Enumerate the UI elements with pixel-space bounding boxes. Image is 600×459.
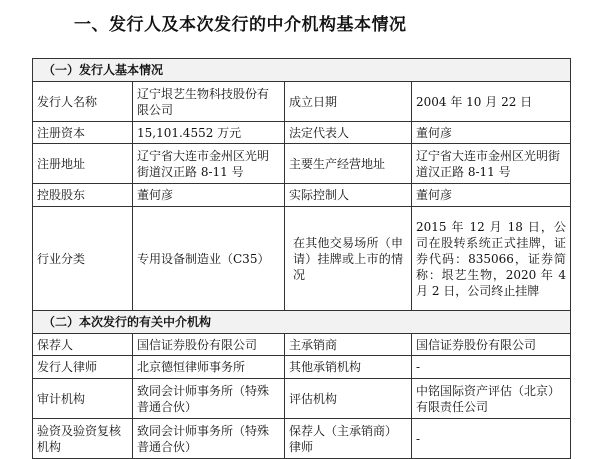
table-row <box>33 144 571 184</box>
table-row <box>33 356 571 379</box>
field-value: 国信证券股份有限公司 <box>412 334 571 356</box>
field-value: 北京德恒律师事务所 <box>133 356 285 379</box>
page-heading: 一、发行人及本次发行的中介机构基本情况 <box>74 15 407 35</box>
field-value: 辽宁省大连市金州区光明街道汉正路 8-11 号 <box>412 144 571 184</box>
table-row <box>33 82 571 122</box>
field-label: 主要生产经营地址 <box>285 144 412 184</box>
field-value: 辽宁省大连市金州区光明街道汉正路 8-11 号 <box>133 144 285 184</box>
field-label: 行业分类 <box>33 207 133 311</box>
field-label: 保荐人 <box>33 334 133 356</box>
field-value: - <box>412 356 571 379</box>
field-value: - <box>412 419 571 459</box>
section-title: （一）发行人基本情况 <box>33 59 571 82</box>
field-value: 专用设备制造业（C35） <box>133 207 285 311</box>
section-title: （二）本次发行的有关中介机构 <box>33 311 571 334</box>
table-row <box>33 419 571 459</box>
field-label: 控股股东 <box>33 184 133 207</box>
field-label: 成立日期 <box>285 82 412 122</box>
field-value: 2004 年 10 月 22 日 <box>412 82 571 122</box>
table-row <box>33 379 571 419</box>
field-label: 注册资本 <box>33 122 133 144</box>
field-value: 董何彦 <box>412 122 571 144</box>
field-label: 评估机构 <box>285 379 412 419</box>
field-label: 发行人律师 <box>33 356 133 379</box>
issuer-info-table <box>32 58 571 459</box>
field-label: 法定代表人 <box>285 122 412 144</box>
field-label: 发行人名称 <box>33 82 133 122</box>
field-label: 注册地址 <box>33 144 133 184</box>
field-label: 验资及验资复核机构 <box>33 419 133 459</box>
field-value: 董何彦 <box>412 184 571 207</box>
field-value: 辽宁垠艺生物科技股份有限公司 <box>133 82 285 122</box>
table-row <box>33 207 571 311</box>
field-value: 致同会计师事务所（特殊普通合伙） <box>133 419 285 459</box>
field-label: 审计机构 <box>33 379 133 419</box>
field-value: 2015 年 12 月 18 日，公司在股转系统正式挂牌，证券代码：835066，证券简称：垠艺生物，2020 年 4 月 2 日，公司终止挂牌 <box>412 207 571 311</box>
field-value: 国信证券股份有限公司 <box>133 334 285 356</box>
field-label: 主承销商 <box>285 334 412 356</box>
field-label: 其他承销机构 <box>285 356 412 379</box>
field-label: 实际控制人 <box>285 184 412 207</box>
table-row <box>33 334 571 356</box>
section-header-row <box>33 59 571 82</box>
field-label: 保荐人（主承销商）律师 <box>285 419 412 459</box>
field-value: 15,101.4552 万元 <box>133 122 285 144</box>
table-row <box>33 122 571 144</box>
field-value: 中铭国际资产评估（北京）有限责任公司 <box>412 379 571 419</box>
field-value: 董何彦 <box>133 184 285 207</box>
table-row <box>33 184 571 207</box>
field-value: 致同会计师事务所（特殊普通合伙） <box>133 379 285 419</box>
field-label: 在其他交易场所（申请）挂牌或上市的情况 <box>285 207 412 311</box>
section-header-row <box>33 311 571 334</box>
